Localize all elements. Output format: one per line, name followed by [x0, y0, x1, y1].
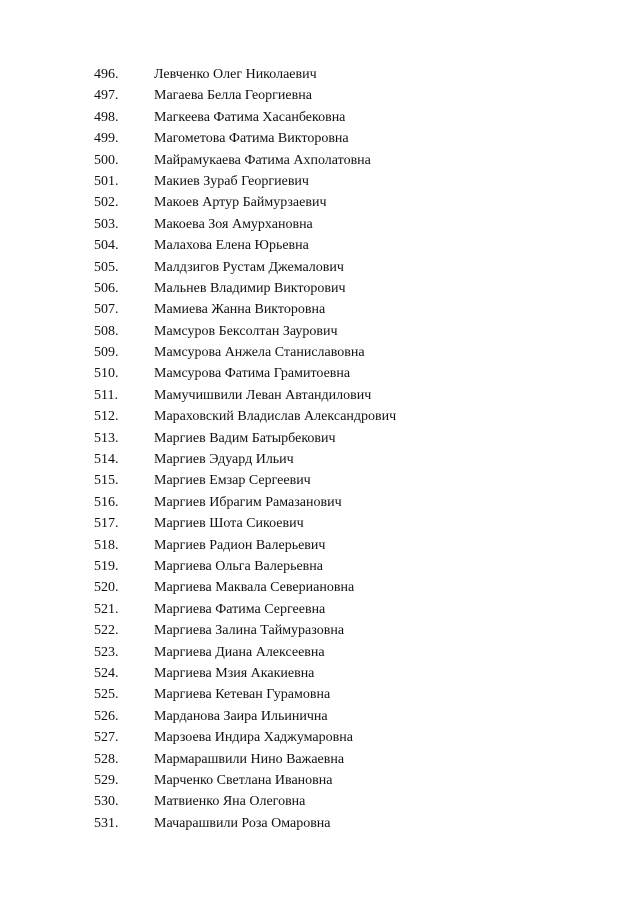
- entry-number: 529.: [94, 772, 119, 788]
- list-item: [94, 192, 396, 213]
- entry-name: Маргиев Радион Валерьевич: [154, 537, 326, 553]
- entry-name: Маргиева Залина Таймуразовна: [154, 623, 345, 639]
- entry-number: 526.: [94, 708, 119, 724]
- list-item: [94, 706, 396, 727]
- entry-number: 513.: [94, 430, 119, 446]
- list-item: [94, 363, 396, 384]
- list-item: [94, 342, 396, 363]
- entry-number: 498.: [94, 109, 119, 125]
- list-item: [94, 85, 396, 106]
- entry-name: Магкеева Фатима Хасанбековна: [154, 109, 346, 125]
- entry-number: 501.: [94, 173, 119, 189]
- entry-name: Малахова Елена Юрьевна: [154, 238, 309, 254]
- entry-number: 523.: [94, 644, 119, 660]
- entry-name: Маргиев Шота Сикоевич: [154, 516, 304, 532]
- entry-number: 514.: [94, 452, 119, 468]
- list-item: [94, 107, 396, 128]
- entry-name: Мамучишвили Леван Автандилович: [154, 387, 372, 403]
- entry-number: 516.: [94, 494, 119, 510]
- entry-name: Мамиева Жанна Викторовна: [154, 302, 326, 318]
- entry-name: Маргиева Фатима Сергеевна: [154, 601, 326, 617]
- entry-name: Мараховский Владислав Александрович: [154, 409, 397, 425]
- list-item: [94, 813, 396, 834]
- entry-name: Макиев Зураб Георгиевич: [154, 173, 309, 189]
- entry-number: 527.: [94, 730, 119, 746]
- list-item: [94, 235, 396, 256]
- list-item: [94, 385, 396, 406]
- entry-name: Магаева Белла Георгиевна: [154, 88, 312, 104]
- list-item: [94, 727, 396, 748]
- entry-number: 510.: [94, 366, 119, 382]
- list-item: [94, 599, 396, 620]
- entry-name: Мальнев Владимир Викторович: [154, 280, 346, 296]
- entry-number: 503.: [94, 216, 119, 232]
- entry-name: Макоева Зоя Амурхановна: [154, 216, 313, 232]
- list-item: [94, 214, 396, 235]
- entry-name: Маргиев Ибрагим Рамазанович: [154, 494, 342, 510]
- list-item: [94, 556, 396, 577]
- entry-name: Мармарашвили Нино Важаевна: [154, 751, 345, 767]
- entry-number: 518.: [94, 537, 119, 553]
- list-item: [94, 299, 396, 320]
- entry-name: Маргиев Вадим Батырбекович: [154, 430, 336, 446]
- list-item: [94, 749, 396, 770]
- entry-name: Марзоева Индира Хаджумаровна: [154, 730, 353, 746]
- entry-name: Маргиева Маквала Севериановна: [154, 580, 355, 596]
- entry-number: 507.: [94, 302, 119, 318]
- entry-name: Маргиева Ольга Валерьевна: [154, 558, 323, 574]
- list-item: [94, 642, 396, 663]
- entry-name: Маргиева Диана Алексеевна: [154, 644, 325, 660]
- entry-number: 519.: [94, 558, 119, 574]
- entry-number: 509.: [94, 345, 119, 361]
- list-item: [94, 257, 396, 278]
- entry-number: 520.: [94, 580, 119, 596]
- list-item: [94, 577, 396, 598]
- list-item: [94, 535, 396, 556]
- entry-number: 499.: [94, 131, 119, 147]
- entry-name: Мамсурова Анжела Станиславовна: [154, 345, 365, 361]
- entry-name: Мамсурова Фатима Грамитоевна: [154, 366, 351, 382]
- entry-number: 528.: [94, 751, 119, 767]
- entry-number: 505.: [94, 259, 119, 275]
- entry-name: Макоев Артур Баймурзаевич: [154, 195, 327, 211]
- entry-name: Маргиева Мзия Акакиевна: [154, 665, 315, 681]
- entry-name: Мамсуров Бексолтан Заурович: [154, 323, 338, 339]
- list-item: [94, 663, 396, 684]
- entry-name: Маргиев Емзар Сергеевич: [154, 473, 311, 489]
- entry-number: 508.: [94, 323, 119, 339]
- list-item: [94, 449, 396, 470]
- entry-name: Мачарашвили Роза Омаровна: [154, 815, 331, 831]
- entry-number: 531.: [94, 815, 119, 831]
- numbered-name-list: [94, 64, 396, 834]
- entry-name: Левченко Олег Николаевич: [154, 67, 317, 82]
- list-item: [94, 64, 396, 85]
- entry-number: 524.: [94, 665, 119, 681]
- entry-number: 512.: [94, 409, 119, 425]
- list-item: [94, 406, 396, 427]
- list-item: [94, 770, 396, 791]
- entry-number: 511.: [94, 387, 118, 403]
- entry-number: 504.: [94, 238, 119, 254]
- list-item: [94, 278, 396, 299]
- entry-name: Матвиенко Яна Олеговна: [154, 794, 306, 810]
- entry-number: 530.: [94, 794, 119, 810]
- list-item: [94, 128, 396, 149]
- entry-number: 502.: [94, 195, 119, 211]
- list-item: [94, 620, 396, 641]
- entry-name: Марданова Заира Ильинична: [154, 708, 328, 724]
- list-item: [94, 321, 396, 342]
- list-item: [94, 171, 396, 192]
- entry-number: 522.: [94, 623, 119, 639]
- entry-number: 525.: [94, 687, 119, 703]
- entry-name: Маргиев Эдуард Ильич: [154, 452, 294, 468]
- list-item: [94, 428, 396, 449]
- list-item: [94, 513, 396, 534]
- entry-name: Маргиева Кетеван Гурамовна: [154, 687, 331, 703]
- list-item: [94, 470, 396, 491]
- list-item: [94, 492, 396, 513]
- list-item: [94, 684, 396, 705]
- entry-number: 500.: [94, 152, 119, 168]
- entry-name: Майрамукаева Фатима Ахполатовна: [154, 152, 371, 168]
- entry-number: 496.: [94, 67, 119, 82]
- entry-number: 521.: [94, 601, 119, 617]
- list-item: [94, 150, 396, 171]
- entry-name: Малдзигов Рустам Джемалович: [154, 259, 344, 275]
- entry-name: Магометова Фатима Викторовна: [154, 131, 349, 147]
- entry-number: 506.: [94, 280, 119, 296]
- entry-number: 517.: [94, 516, 119, 532]
- entry-number: 515.: [94, 473, 119, 489]
- entry-number: 497.: [94, 88, 119, 104]
- entry-name: Марченко Светлана Ивановна: [154, 772, 333, 788]
- list-item: [94, 791, 396, 812]
